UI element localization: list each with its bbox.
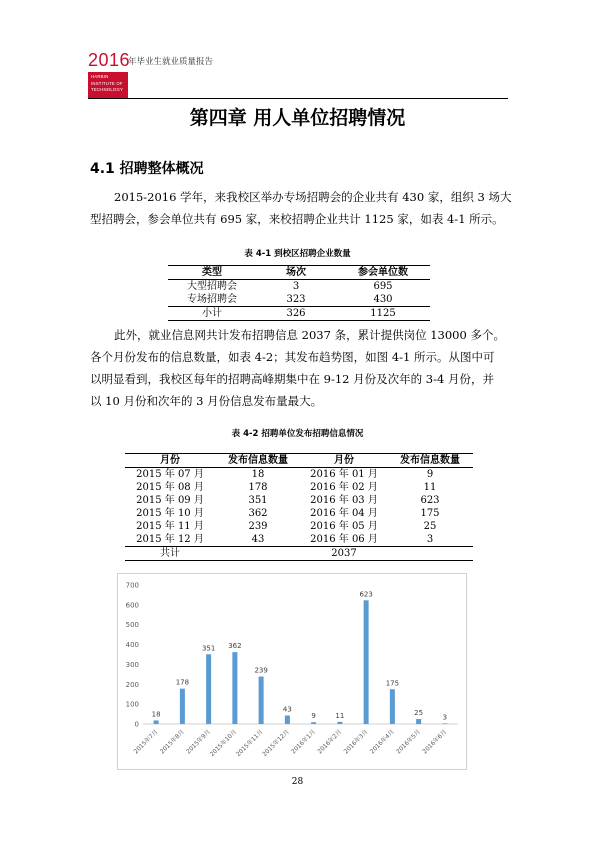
table-cell: 小计 — [168, 307, 256, 321]
table-cell: 共计 — [125, 547, 215, 561]
header-divider — [88, 98, 508, 99]
chart-bar — [416, 719, 421, 724]
table-cell: 2016 年 04 月 — [310, 508, 378, 519]
x-tick-label: 2016年2月 — [316, 728, 344, 756]
chart-bar — [232, 652, 237, 724]
table-cell: 3 — [292, 281, 300, 292]
bar-data-label: 43 — [282, 705, 292, 714]
table1-caption: 表 4-1 到校区招聘企业数量 — [244, 249, 351, 259]
table-header-cell: 发布信息数量 — [215, 454, 301, 468]
table-cell: 178 — [248, 482, 268, 493]
table-header-cell: 月份 — [125, 454, 215, 468]
recruitment-trend-chart — [117, 573, 467, 770]
y-tick-label: 200 — [125, 680, 139, 689]
table-cell: 专场招聘会 — [187, 294, 237, 305]
table-row — [125, 468, 473, 482]
table-cell: 2016 年 01 月 — [310, 469, 378, 480]
y-tick-label: 300 — [125, 660, 139, 669]
y-tick-label: 700 — [125, 581, 139, 590]
chart-bar — [442, 723, 447, 724]
bar-data-label: 11 — [335, 711, 345, 720]
bar-data-label: 178 — [175, 678, 190, 687]
paragraph-line: 型招聘会，参会单位共有 695 家，来校招聘企业共计 1125 家，如表 4-1 所示。 — [90, 212, 504, 226]
table-cell: 326 — [256, 307, 336, 321]
bar-data-label: 351 — [201, 644, 216, 653]
table-recruiting-companies — [168, 265, 430, 321]
chart-bar — [154, 720, 159, 724]
x-tick-label: 2015年12月 — [261, 728, 291, 759]
table-cell: 430 — [373, 294, 393, 305]
x-tick-label: 2016年1月 — [290, 728, 318, 756]
x-tick-label: 2016年6月 — [421, 728, 449, 756]
table-row — [125, 494, 473, 507]
chart-bar — [311, 722, 316, 724]
x-tick-label: 2016年4月 — [368, 728, 396, 756]
x-tick-label: 2015年11月 — [234, 728, 265, 759]
table-cell: 2015 年 12 月 — [136, 534, 204, 545]
bar-data-label: 9 — [311, 712, 316, 721]
table-row — [168, 280, 430, 294]
table-row — [125, 520, 473, 533]
chart-bar — [390, 689, 395, 724]
paragraph-line: 此外，就业信息网共计发布招聘信息 2037 条，累计提供岗位 13000 多个。 — [114, 328, 505, 342]
table-header-cell: 场次 — [256, 266, 336, 280]
header-year: 2016 — [88, 50, 131, 70]
bar-data-label: 18 — [151, 710, 161, 719]
table-cell: 323 — [286, 294, 306, 305]
y-tick-label: 500 — [125, 621, 139, 630]
table2-caption: 表 4-2 招聘单位发布招聘信息情况 — [231, 429, 364, 439]
table-cell: 大型招聘会 — [187, 281, 237, 292]
table-cell: 9 — [426, 469, 434, 480]
paragraph-line: 2015-2016 学年，来我校区举办专场招聘会的企业共有 430 家，组织 3 场大 — [114, 190, 512, 204]
bar-data-label: 25 — [414, 709, 424, 718]
table-row — [168, 293, 430, 307]
table-cell: 2037 — [215, 547, 473, 561]
table-cell: 3 — [426, 534, 434, 545]
table-row — [125, 507, 473, 520]
bar-data-label: 175 — [385, 679, 400, 688]
chapter-title: 第四章 用人单位招聘情况 — [189, 107, 406, 129]
table-recruitment-info — [125, 453, 473, 561]
bar-data-label: 3 — [442, 713, 448, 722]
table-header-row — [168, 266, 430, 280]
logo-line: HARBIN — [91, 74, 109, 79]
y-tick-label: 100 — [125, 700, 139, 709]
paragraph-line: 以 10 月份和次年的 3 月份信息发布量最大。 — [90, 394, 323, 408]
table-cell: 2016 年 05 月 — [310, 521, 378, 532]
university-logo — [88, 72, 128, 98]
table-cell: 239 — [248, 521, 268, 532]
bar-data-label: 239 — [254, 666, 268, 675]
chart-bar — [364, 600, 369, 724]
chart-svg — [118, 574, 468, 771]
chart-bar — [206, 654, 211, 724]
table-cell: 695 — [373, 281, 393, 292]
table-cell: 351 — [248, 495, 268, 506]
logo-line: TECHNOLOGY — [91, 87, 124, 92]
table-cell: 2016 年 06 月 — [310, 534, 378, 545]
table-header-cell: 月份 — [301, 454, 387, 468]
chart-bar — [337, 722, 342, 724]
x-tick-label: 2016年3月 — [342, 728, 370, 756]
table-cell: 2016 年 02 月 — [310, 482, 378, 493]
table-cell: 1125 — [336, 307, 430, 321]
table-cell: 2016 年 03 月 — [310, 495, 378, 506]
table-cell: 2015 年 07 月 — [136, 469, 204, 480]
table-cell: 2015 年 08 月 — [136, 482, 204, 493]
table-cell: 2015 年 09 月 — [136, 495, 204, 506]
paragraph-intro — [90, 186, 510, 230]
x-tick-label: 2015年7月 — [132, 728, 160, 756]
section-title: 4.1 招聘整体概况 — [90, 161, 204, 177]
table-cell: 25 — [423, 521, 437, 532]
paragraph-line: 以明显看到，我校区每年的招聘高峰期集中在 9-12 月份及次年的 3-4 月份，并 — [90, 372, 494, 386]
y-tick-label: 0 — [134, 720, 139, 729]
table-cell: 18 — [251, 469, 265, 480]
table-header-cell: 发布信息数量 — [387, 454, 473, 468]
y-tick-label: 600 — [125, 601, 139, 610]
logo-line: INSTITUTE OF — [91, 80, 123, 86]
table-total-row — [168, 307, 430, 321]
table-cell: 43 — [251, 534, 265, 545]
table-header-row — [125, 454, 473, 468]
table-cell: 362 — [248, 508, 268, 519]
x-tick-label: 2015年8月 — [158, 728, 186, 756]
paragraph-trend — [90, 324, 510, 412]
x-tick-label: 2016年5月 — [395, 728, 423, 756]
table-cell: 11 — [423, 482, 437, 493]
header-report-title: 年毕业生就业质量报告 — [128, 57, 214, 67]
table-cell: 2015 年 11 月 — [136, 521, 204, 532]
table-row — [125, 481, 473, 494]
table-total-row — [125, 547, 473, 561]
table-cell: 2015 年 10 月 — [136, 508, 204, 519]
table-header-cell: 类型 — [168, 266, 256, 280]
bar-data-label: 623 — [359, 590, 373, 599]
table-row — [125, 533, 473, 547]
chart-bar — [180, 689, 185, 724]
bar-data-label: 362 — [228, 642, 242, 651]
page-number: 28 — [291, 777, 304, 787]
chart-bar — [259, 677, 264, 724]
paragraph-line: 各个月份发布的信息数量，如表 4-2；其发布趋势图，如图 4-1 所示。从图中可 — [90, 350, 495, 364]
table-cell: 175 — [420, 508, 440, 519]
x-tick-label: 2015年10月 — [208, 728, 239, 759]
chart-bar — [285, 715, 290, 724]
table-cell: 623 — [420, 495, 440, 506]
page-header — [88, 50, 508, 98]
table-header-cell: 参会单位数 — [336, 266, 430, 280]
y-tick-label: 400 — [125, 641, 139, 650]
x-tick-label: 2015年9月 — [185, 728, 213, 756]
